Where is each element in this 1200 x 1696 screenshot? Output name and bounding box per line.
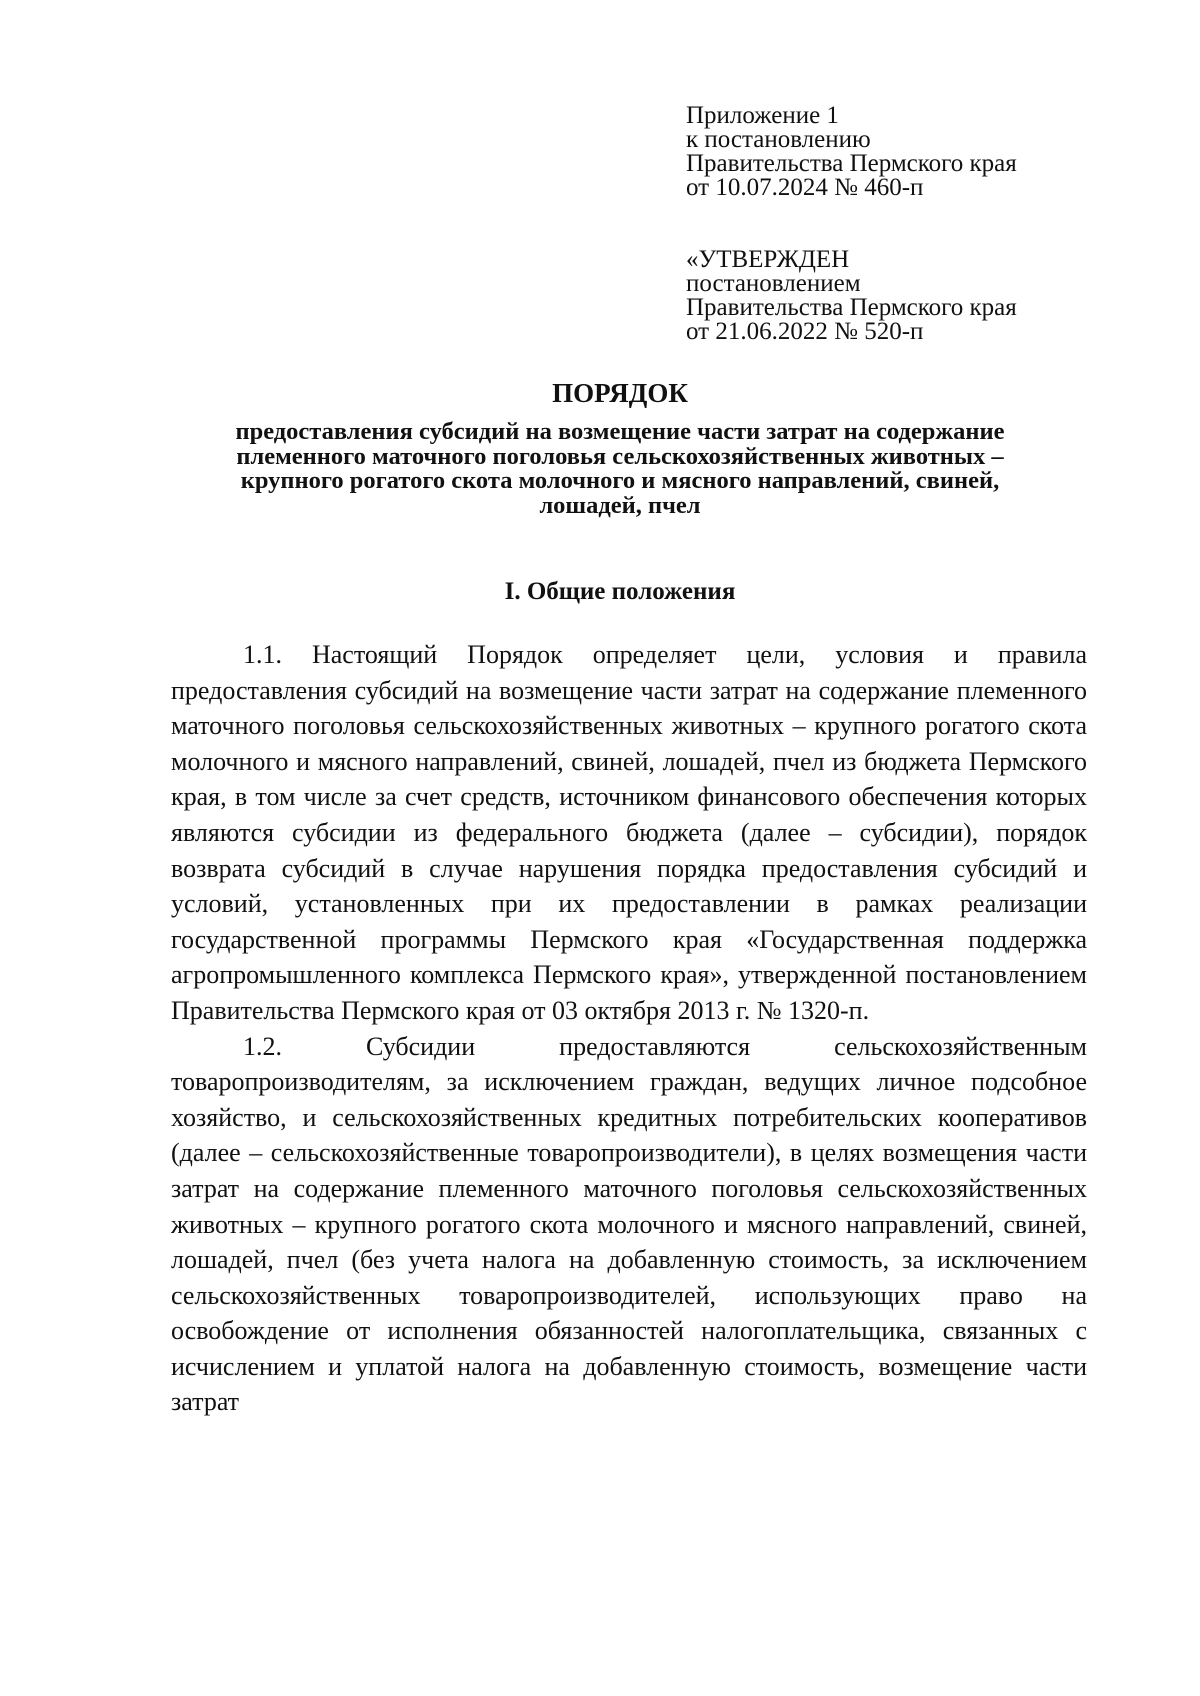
section-body — [171, 637, 1087, 1420]
section-heading: I. Общие положения — [504, 578, 736, 605]
paragraph-1-2: 1.2. Субсидии предоставляются сельскохозяйственным товаропроизводителям, за исключением граждан, ведущих личное подсобное хозяйство, и сельскохозяйственных кредитных потребительских кооперативов (далее – сельскохозяйственные товаропроизводители), в целях возмещения части затрат на содержание племенного маточного поголовья сельскохозяйственных животных – крупного рогатого скота молочного и мясного направлений, свиней, лошадей, пчел (без учета налога на добавленную стоимость, за исключением сельскохозяйственных товаропроизводителей, использующих право на освобождение от исполнения обязанностей налогоплательщика, связанных с исчислением и уплатой налога на добавленную стоимость, возмещение части затрат — [171, 1031, 1087, 1417]
approval-line: «УТВЕРЖДЕН — [686, 246, 850, 273]
appendix-line: Правительства Пермского края — [686, 150, 1017, 177]
appendix-line: к постановлению — [686, 126, 871, 153]
approval-line: постановлением — [686, 270, 861, 297]
subtitle-line: племенного маточного поголовья сельскохозяйственных животных – — [236, 442, 1004, 470]
document-title: ПОРЯДОК — [552, 378, 688, 408]
paragraph-1-1: 1.1. Настоящий Порядок определяет цели, условия и правила предоставления субсидий на возмещение части затрат на содержание племенного маточного поголовья сельскохозяйственных животных – крупного рогатого скота молочного и мясного направлений, свиней, лошадей, пчел из бюджета Пермского края, в том числе за счет средств, источником финансового обеспечения которых являются субсидии из федерального бюджета (далее – субсидии), порядок возврата субсидий в случае нарушения порядка предоставления субсидий и условий, установленных при их предоставлении в рамках реализации государственной программы Пермского края «Государственная поддержка агропромышленного комплекса Пермского края», утвержденной постановлением Правительства Пермского края от 03 октября 2013 г. № 1320-п. — [171, 640, 1087, 1025]
appendix-line: от 10.07.2024 № 460-п — [686, 174, 924, 201]
approval-line: Правительства Пермского края — [686, 294, 1017, 321]
subtitle-line: крупного рогатого скота молочного и мясного направлений, свиней, — [240, 467, 1000, 494]
document-subtitle — [170, 420, 1070, 518]
subtitle-line: предоставления субсидий на возмещение части затрат на содержание — [235, 418, 1005, 445]
appendix-line: Приложение 1 — [686, 102, 839, 129]
appendix-reference — [686, 104, 1126, 200]
approval-line: от 21.06.2022 № 520-п — [686, 318, 924, 345]
approval-stamp — [686, 248, 1126, 344]
subtitle-line: лошадей, пчел — [539, 491, 701, 519]
